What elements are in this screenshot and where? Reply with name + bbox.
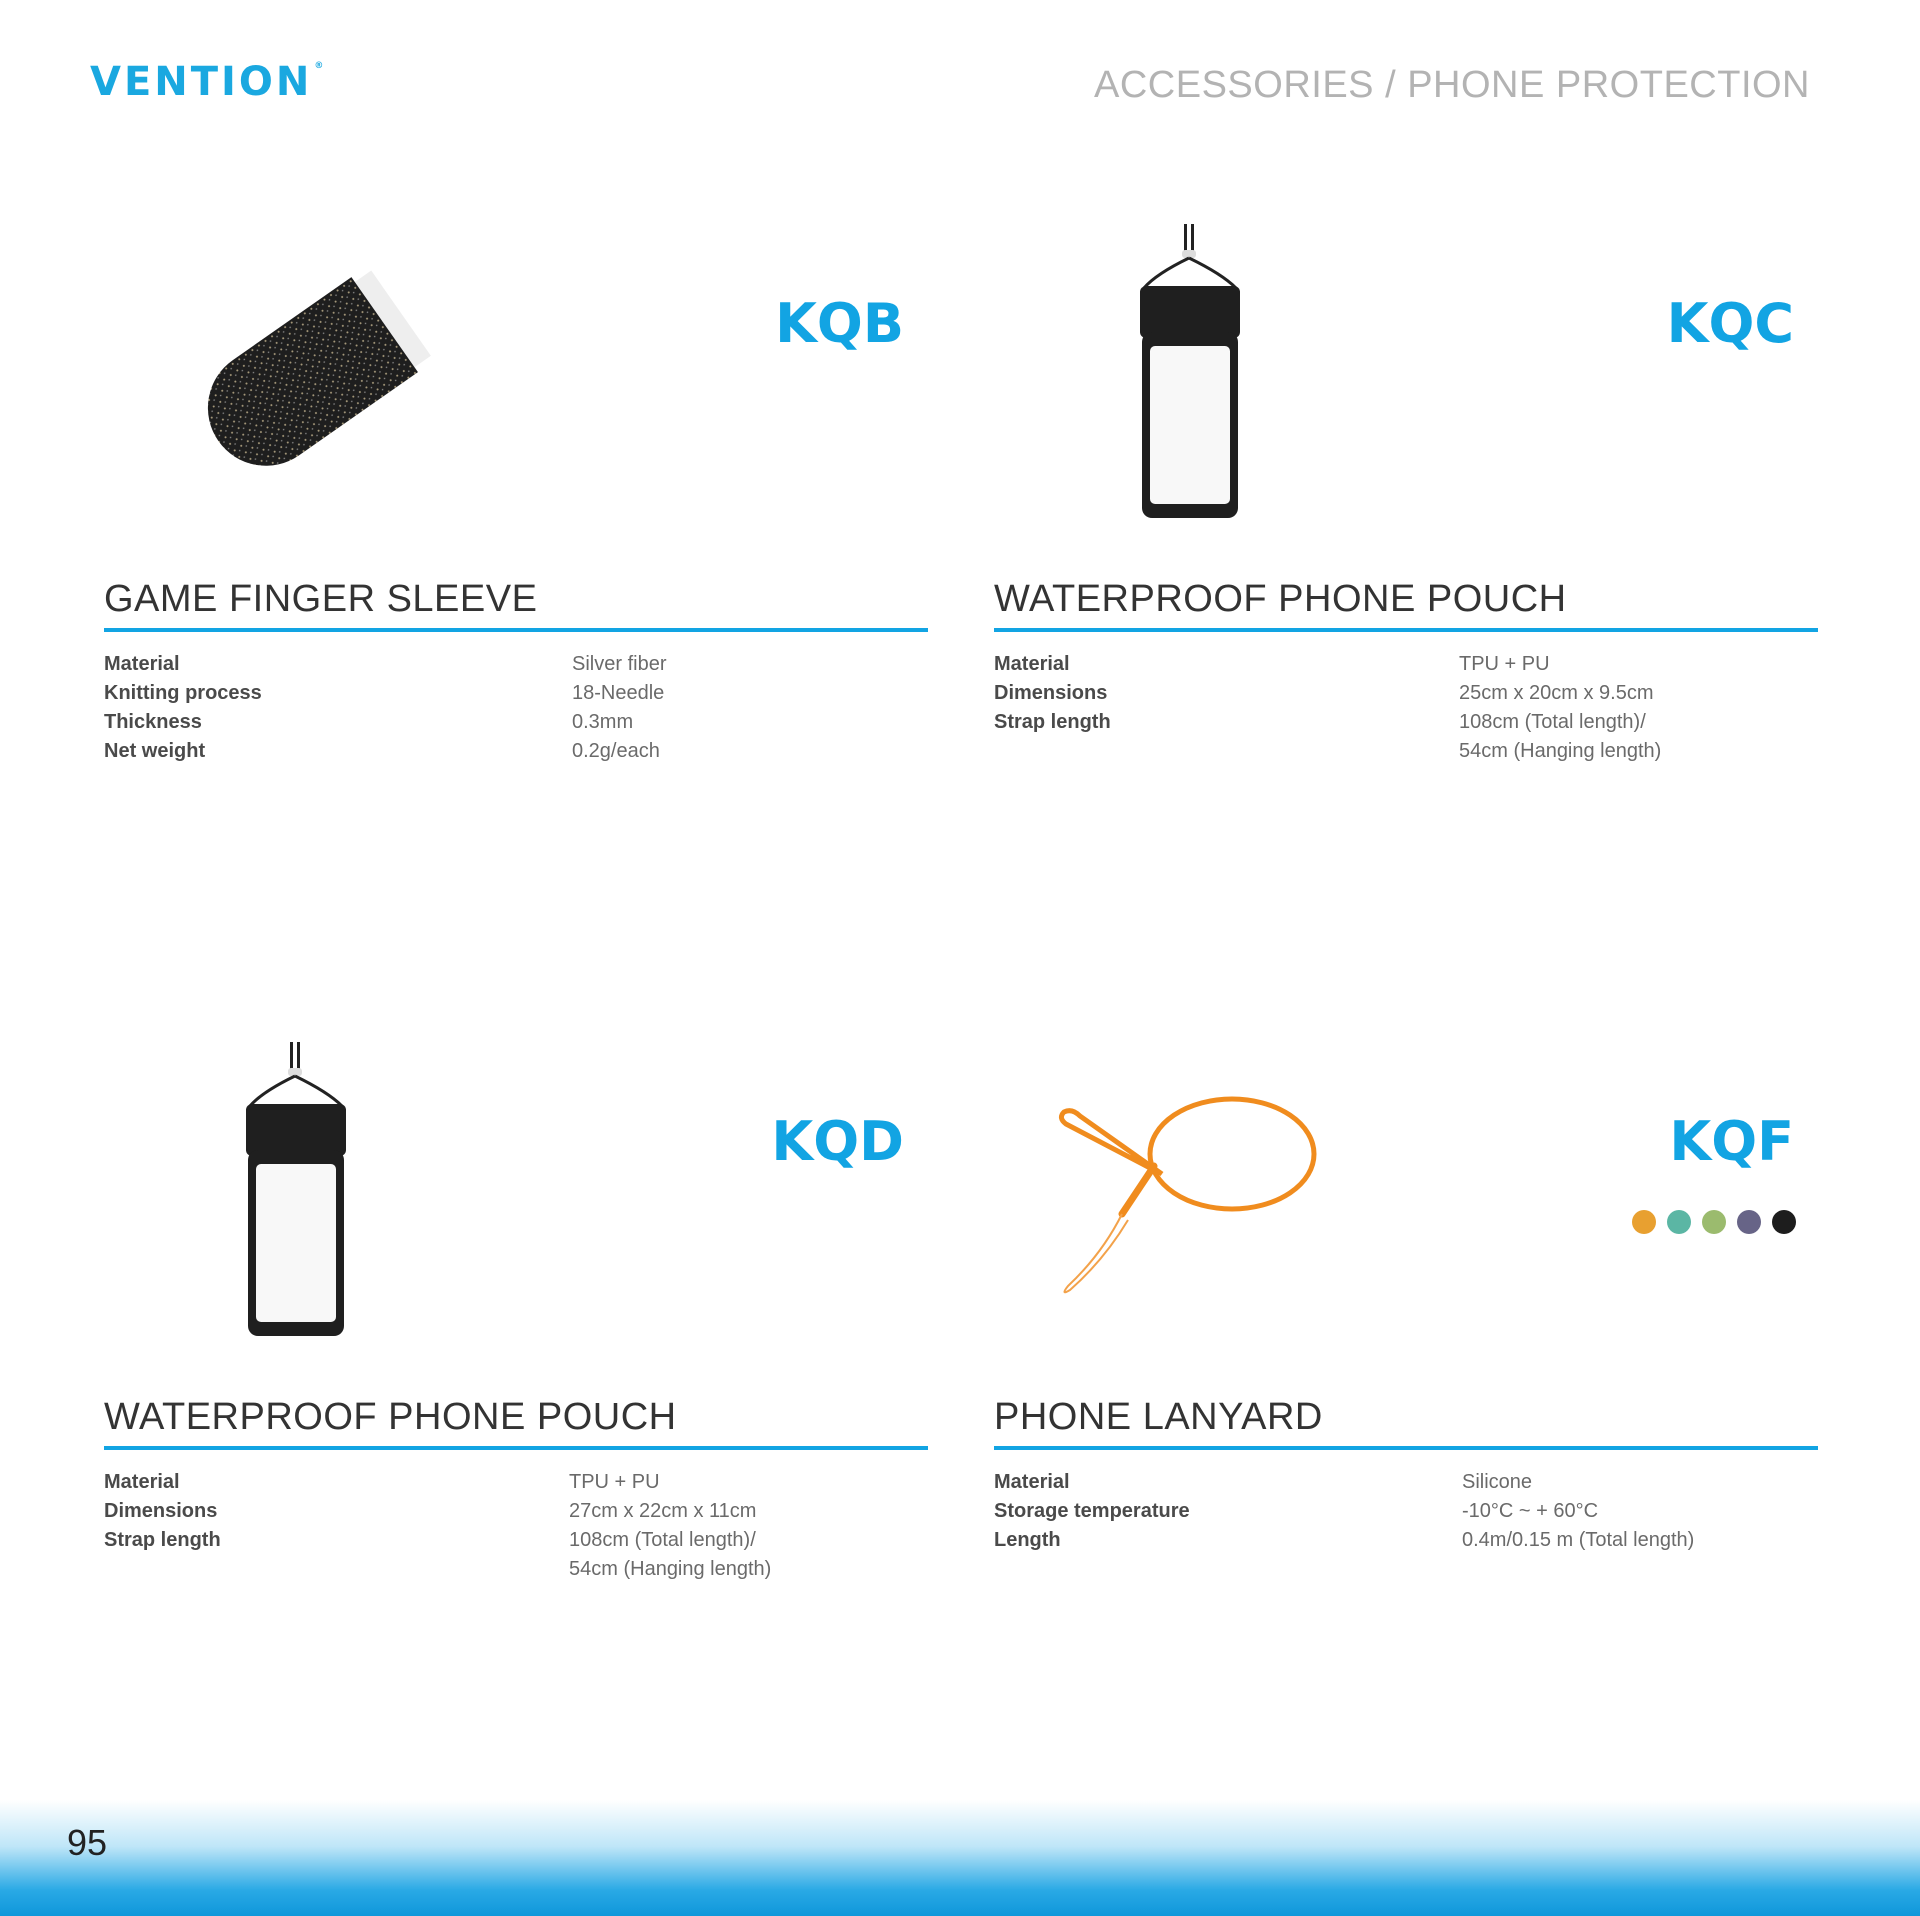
title-underline: [994, 628, 1818, 632]
spec-value: TPU + PU: [569, 1471, 660, 1493]
spec-label: Material: [104, 653, 180, 675]
spec-row: [994, 708, 1818, 766]
spec-row: [994, 650, 1818, 679]
spec-value: 0.4m/0.15 m (Total length): [1462, 1529, 1695, 1551]
spec-label: Strap length: [994, 711, 1111, 733]
finger-sleeve-icon: [154, 250, 454, 505]
spec-value: Silicone: [1462, 1471, 1533, 1493]
page-number: 95: [67, 1822, 108, 1863]
product-kqb: [104, 232, 928, 792]
spec-row: [104, 737, 928, 766]
spec-label: Net weight: [104, 740, 206, 762]
spec-row: [104, 708, 928, 737]
spec-row: [994, 1468, 1818, 1497]
title-underline: [104, 1446, 928, 1450]
spec-label: Material: [104, 1471, 180, 1493]
color-swatch: [1772, 1210, 1796, 1234]
spec-value: 108cm (Total length)/ 54cm (Hanging length): [1459, 711, 1662, 762]
spec-value: 18-Needle: [572, 682, 665, 704]
spec-row: [104, 1468, 928, 1497]
spec-value: 27cm x 22cm x 11cm: [569, 1500, 757, 1522]
spec-row: [994, 1497, 1818, 1526]
spec-label: Storage temperature: [994, 1500, 1190, 1522]
product-name: GAME FINGER SLEEVE: [104, 578, 538, 620]
category-breadcrumb: ACCESSORIES / PHONE PROTECTION: [1094, 64, 1810, 106]
color-swatch: [1667, 1210, 1691, 1234]
lanyard-icon: [1042, 1074, 1342, 1329]
product-code: KQC: [1666, 292, 1794, 355]
color-swatch: [1702, 1210, 1726, 1234]
spec-label: Material: [994, 653, 1070, 675]
spec-label: Dimensions: [104, 1500, 218, 1522]
spec-table: [104, 1468, 928, 1584]
product-code: KQF: [1669, 1110, 1794, 1173]
spec-row: [104, 1526, 928, 1584]
color-swatches: [1632, 1210, 1796, 1234]
spec-label: Thickness: [104, 711, 202, 733]
spec-label: Length: [994, 1529, 1061, 1551]
spec-value: 0.3mm: [572, 711, 634, 733]
vention-logo: VENTION ®: [90, 59, 324, 105]
color-swatch: [1737, 1210, 1761, 1234]
spec-value: 108cm (Total length)/ 54cm (Hanging length): [569, 1529, 772, 1580]
spec-row: [994, 1526, 1818, 1555]
phone-pouch-icon: [1136, 222, 1256, 527]
product-name: WATERPROOF PHONE POUCH: [104, 1396, 677, 1438]
spec-label: Strap length: [104, 1529, 221, 1551]
spec-value: 25cm x 20cm x 9.5cm: [1459, 682, 1654, 704]
product-name: WATERPROOF PHONE POUCH: [994, 578, 1567, 620]
spec-row: [104, 650, 928, 679]
spec-label: Dimensions: [994, 682, 1108, 704]
color-swatch: [1632, 1210, 1656, 1234]
product-name: PHONE LANYARD: [994, 1396, 1323, 1438]
product-code: KQB: [775, 292, 904, 355]
title-underline: [994, 1446, 1818, 1450]
title-underline: [104, 628, 928, 632]
spec-row: [104, 679, 928, 708]
footer-gradient-bar: [0, 1800, 1920, 1916]
product-kqf: [994, 1050, 1818, 1610]
phone-pouch-icon: [242, 1040, 362, 1345]
spec-value: TPU + PU: [1459, 653, 1550, 675]
spec-table: [994, 650, 1818, 766]
spec-table: [104, 650, 928, 766]
spec-value: 0.2g/each: [572, 740, 660, 762]
spec-row: [994, 679, 1818, 708]
product-kqd: [104, 1050, 928, 1610]
spec-value: -10°C ~ + 60°C: [1462, 1500, 1599, 1522]
spec-table: [994, 1468, 1818, 1555]
spec-label: Material: [994, 1471, 1070, 1493]
product-code: KQD: [771, 1110, 904, 1173]
product-kqc: [994, 232, 1818, 792]
spec-row: [104, 1497, 928, 1526]
spec-label: Knitting process: [104, 682, 262, 704]
spec-value: Silver fiber: [572, 653, 667, 675]
